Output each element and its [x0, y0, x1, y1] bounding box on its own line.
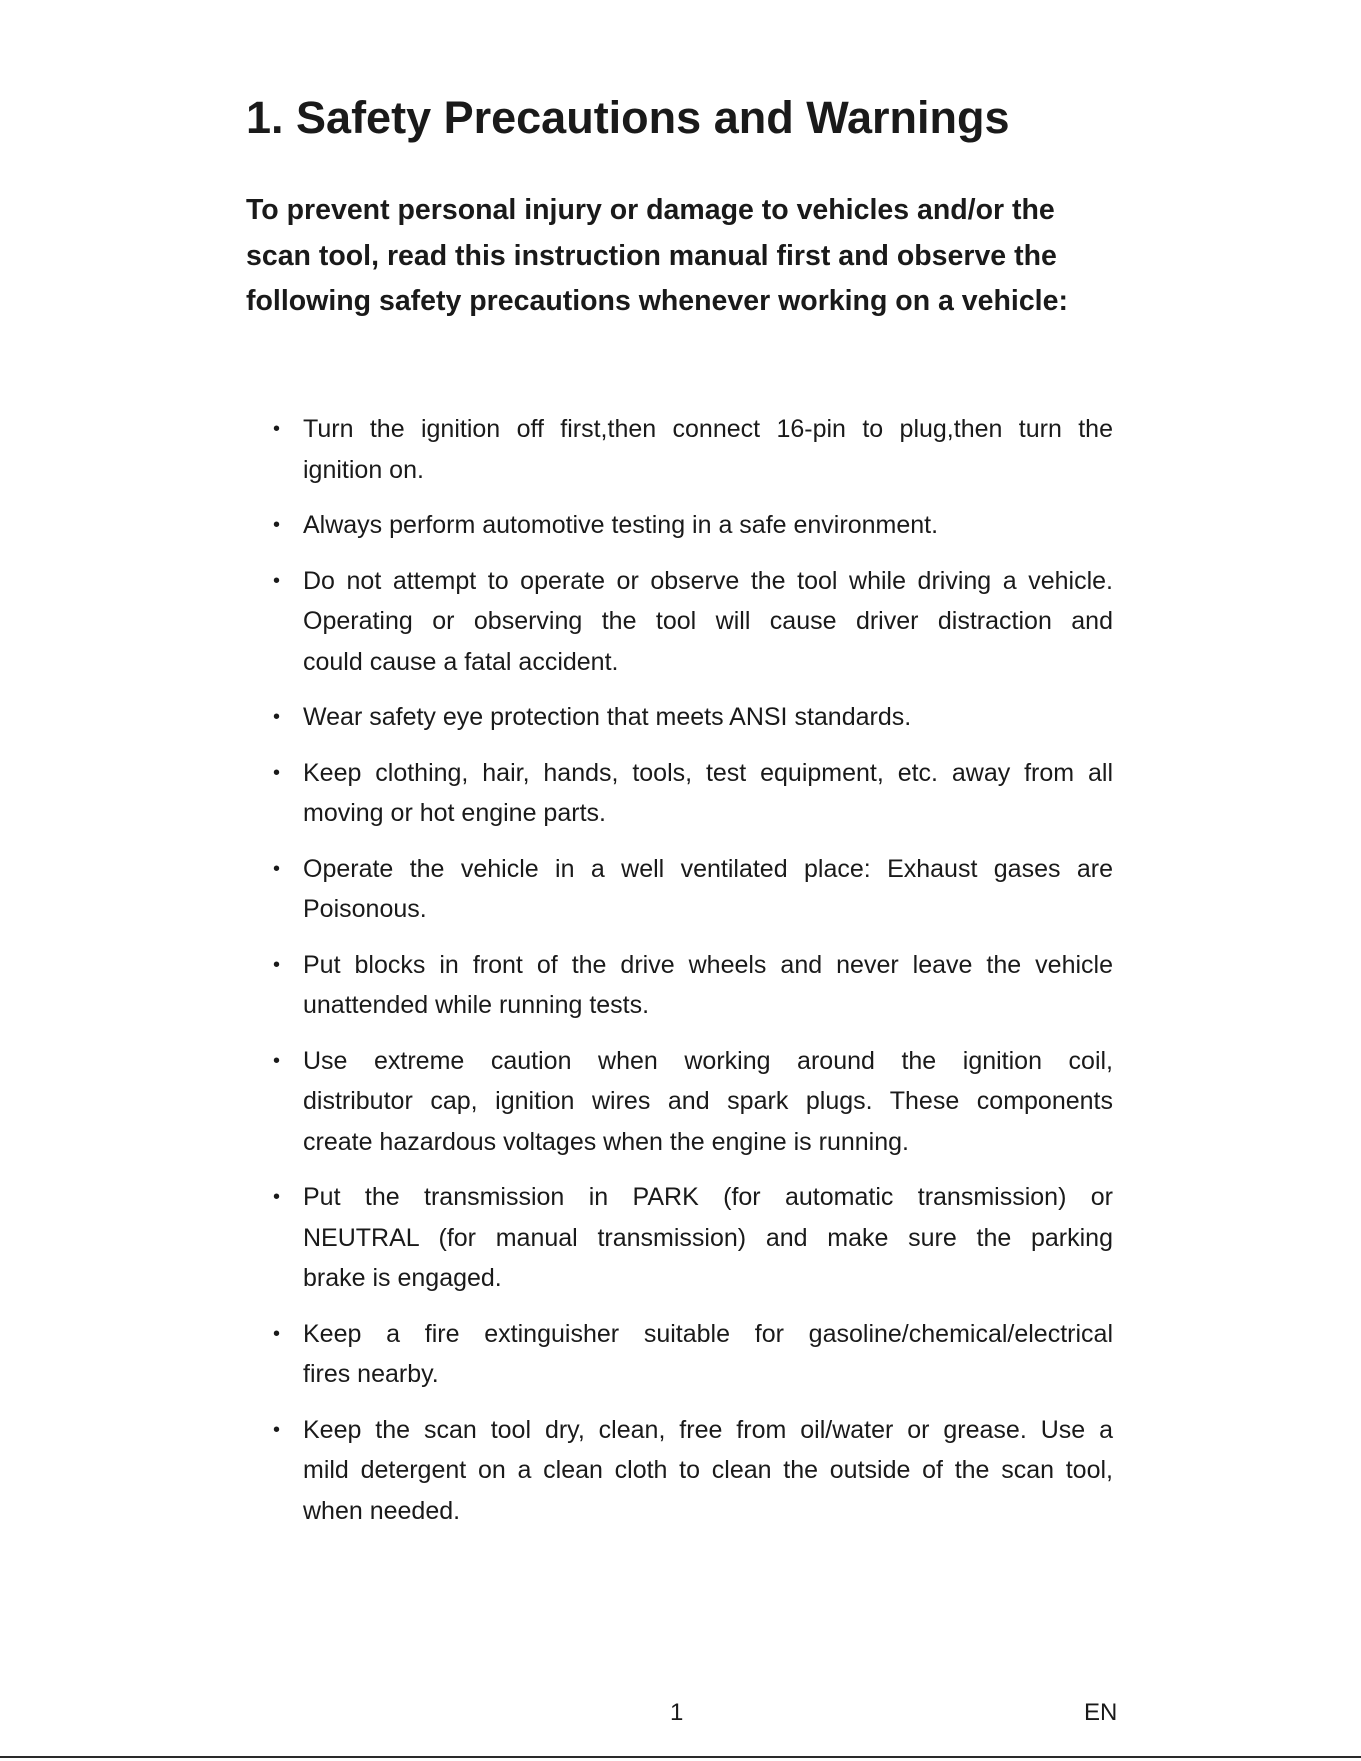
precaution-text-line: NEUTRAL (for manual transmission) and make sure the parking	[303, 1223, 1113, 1252]
precaution-item	[273, 1041, 1113, 1163]
precaution-text-line: Poisonous.	[303, 895, 427, 923]
intro-paragraph	[246, 188, 1116, 325]
language-code: EN	[1084, 1699, 1118, 1726]
intro-line: scan tool, read this instruction manual first and observe the	[246, 239, 1057, 272]
precaution-item	[273, 1177, 1113, 1299]
precaution-text-line: brake is engaged.	[303, 1264, 502, 1292]
precaution-item	[273, 945, 1113, 1026]
precaution-item	[273, 1410, 1113, 1532]
bullet-icon: •	[273, 1049, 281, 1072]
precaution-text-line: mild detergent on a clean cloth to clean the outside of the scan tool,	[303, 1456, 1113, 1484]
precaution-item	[273, 409, 1113, 490]
bottom-rule	[0, 1756, 1361, 1758]
precaution-text-line: Do not attempt to operate or observe the tool while driving a vehicle.	[303, 566, 1113, 595]
precaution-text-line: moving or hot engine parts.	[303, 799, 606, 827]
precaution-text-line: Use extreme caution when working around the ignition coil,	[303, 1046, 1113, 1075]
precaution-text-line: create hazardous voltages when the engine is running.	[303, 1127, 909, 1156]
precaution-text-line: Turn the ignition off first,then connect 16-pin to plug,then turn the	[303, 415, 1113, 443]
bullet-icon: •	[273, 1186, 281, 1208]
precaution-text-line: fires nearby.	[303, 1360, 439, 1388]
precautions-list	[273, 409, 1113, 1546]
precaution-item	[273, 753, 1113, 834]
precaution-text-line: Put blocks in front of the drive wheels and never leave the vehicle	[303, 950, 1113, 979]
bullet-icon: •	[273, 857, 281, 880]
precaution-text-line: Wear safety eye protection that meets ANSI standards.	[303, 703, 912, 731]
bullet-icon: •	[273, 569, 281, 592]
bullet-icon: •	[273, 706, 281, 728]
precaution-text-line: unattended while running tests.	[303, 991, 650, 1019]
bullet-icon: •	[273, 1322, 281, 1345]
bullet-icon: •	[273, 1418, 281, 1441]
precaution-text-line: Put the transmission in PARK (for automatic transmission) or	[303, 1183, 1113, 1211]
precaution-text-line: ignition on.	[303, 455, 424, 484]
precaution-item	[273, 561, 1113, 683]
precaution-text-line: Operating or observing the tool will cause driver distraction and	[303, 607, 1113, 635]
bullet-icon: •	[273, 953, 281, 976]
precaution-item	[273, 505, 1113, 546]
precaution-text-line: Keep a fire extinguisher suitable for gasoline/chemical/electrical	[303, 1319, 1113, 1348]
precaution-item	[273, 697, 1113, 738]
bullet-icon: •	[273, 761, 281, 784]
intro-line: To prevent personal injury or damage to vehicles and/or the	[246, 194, 1055, 226]
precaution-text-line: could cause a fatal accident.	[303, 647, 619, 676]
precaution-text-line: when needed.	[303, 1496, 461, 1525]
bullet-icon: •	[273, 514, 281, 536]
bullet-icon: •	[273, 418, 281, 440]
precaution-text-line: distributor cap, ignition wires and spark plugs. These components	[303, 1087, 1113, 1115]
precaution-text-line: Keep clothing, hair, hands, tools, test equipment, etc. away from all	[303, 758, 1113, 787]
intro-line: following safety precautions whenever working on a vehicle:	[246, 285, 1068, 317]
page-title: 1. Safety Precautions and Warnings	[246, 92, 1010, 143]
page-number: 1	[670, 1699, 684, 1726]
precaution-item	[273, 849, 1113, 930]
precaution-item	[273, 1314, 1113, 1395]
precaution-text-line: Keep the scan tool dry, clean, free from oil/water or grease. Use a	[303, 1415, 1113, 1444]
precaution-text-line: Operate the vehicle in a well ventilated place: Exhaust gases are	[303, 854, 1113, 883]
precaution-text-line: Always perform automotive testing in a safe environment.	[303, 511, 939, 539]
